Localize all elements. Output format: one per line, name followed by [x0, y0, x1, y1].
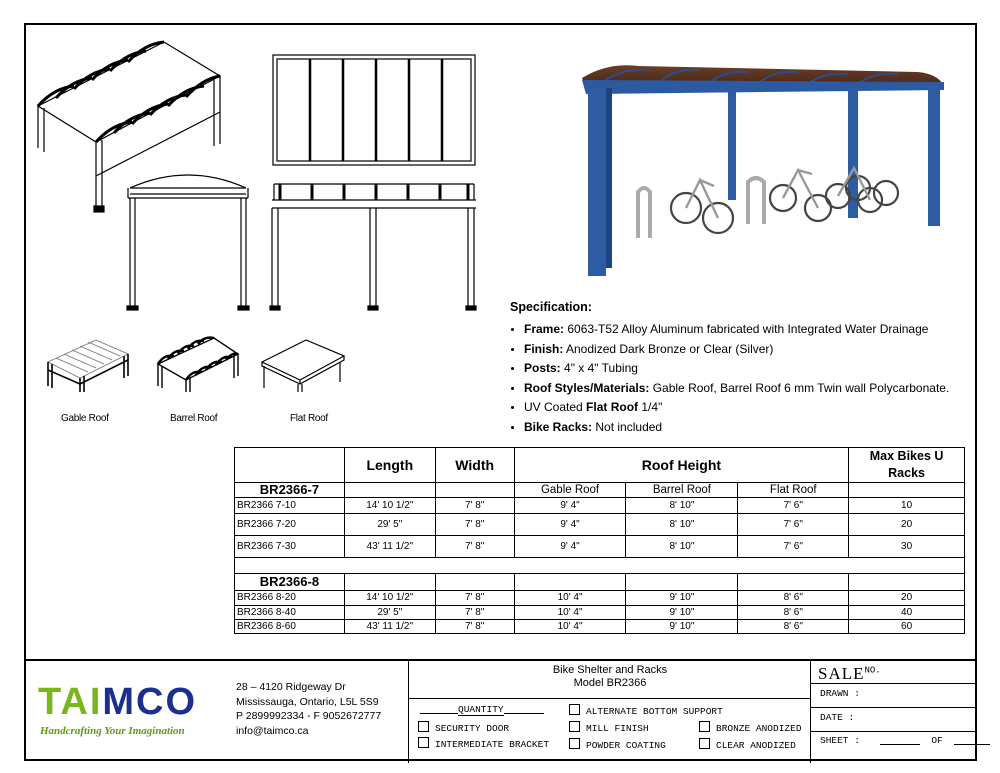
spec-item-roof-styles: • Roof Styles/Materials: Gable Roof, Barrel Roof 6 mm Twin wall Polycarbonate.: [524, 381, 970, 395]
header-width: Width: [435, 448, 514, 483]
cell-length: 14' 10 1/2": [344, 498, 435, 514]
option-clear-anodized[interactable]: [699, 738, 796, 751]
sheet-label: SHEET :: [820, 735, 860, 746]
gable-roof-thumbnail: [44, 334, 132, 394]
address-line: 28 – 4120 Ridgeway Dr: [236, 681, 346, 693]
group-header-row: [235, 574, 965, 591]
spec-item-posts: • Posts: 4" x 4" Tubing: [524, 361, 970, 375]
option-security-door[interactable]: [418, 721, 509, 734]
cell-model: BR2366 7-30: [235, 536, 345, 558]
table-header-row: [235, 448, 965, 483]
title-block-rule: [408, 698, 810, 699]
cell-barrel: 9' 10": [626, 606, 738, 620]
table-row: [235, 591, 965, 606]
header-length: Length: [344, 448, 435, 483]
group-title: BR2366-7: [235, 483, 345, 498]
cell-width: 7' 8": [435, 606, 514, 620]
subheader-flat: Flat Roof: [738, 483, 849, 498]
cell-length: 43' 11 1/2": [344, 536, 435, 558]
gable-roof-caption: Gable Roof: [61, 413, 109, 424]
cell-length: 29' 5": [344, 606, 435, 620]
company-address: [236, 680, 381, 738]
checkbox[interactable]: [418, 721, 429, 732]
cell-gable: 10' 4": [514, 591, 626, 606]
cell-model: BR2366 7-20: [235, 514, 345, 536]
date-field[interactable]: DATE :: [820, 712, 855, 723]
shelter-render-image: [568, 58, 952, 280]
spec-item-bike-racks: • Bike Racks: Not included: [524, 420, 970, 434]
cell-flat: 7' 6": [738, 536, 849, 558]
cell-width: 7' 8": [435, 591, 514, 606]
header-max-bikes: Max Bikes U Racks: [849, 448, 965, 483]
cell-barrel: 9' 10": [626, 620, 738, 634]
title-block-divider: [810, 661, 811, 763]
address-line: Mississauga, Ontario, L5L 5S9: [236, 695, 379, 708]
cell-bikes: 10: [849, 498, 965, 514]
cell-barrel: 8' 10": [626, 498, 738, 514]
cell-model: BR2366 7-10: [235, 498, 345, 514]
barrel-roof-caption: Barrel Roof: [170, 413, 218, 424]
cell-width: 7' 8": [435, 536, 514, 558]
cell-barrel: 8' 10": [626, 536, 738, 558]
checkbox[interactable]: [569, 704, 580, 715]
option-alt-bottom[interactable]: [569, 704, 723, 717]
subheader-gable: Gable Roof: [514, 483, 626, 498]
specification-section: [510, 300, 970, 439]
cell-flat: 8' 6": [738, 591, 849, 606]
front-elevation-drawing: [124, 170, 252, 312]
cell-bikes: 40: [849, 606, 965, 620]
cell-model: BR2366 8-40: [235, 606, 345, 620]
checkbox[interactable]: [699, 738, 710, 749]
table-row: [235, 536, 965, 558]
option-label: POWDER COATING: [586, 740, 666, 751]
drawing-title: [410, 664, 810, 690]
cell-length: 43' 11 1/2": [344, 620, 435, 634]
cell-gable: 9' 4": [514, 498, 626, 514]
option-label: INTERMEDIATE BRACKET: [435, 739, 550, 750]
dimensions-table: [234, 447, 965, 634]
side-elevation-drawing: [268, 178, 480, 312]
cell-width: 7' 8": [435, 498, 514, 514]
cell-gable: 10' 4": [514, 606, 626, 620]
checkbox[interactable]: [569, 738, 580, 749]
spec-item-uv-coated: • UV Coated Flat Roof 1/4": [524, 400, 970, 414]
option-label: CLEAR ANODIZED: [716, 740, 796, 751]
cell-barrel: 9' 10": [626, 591, 738, 606]
company-logo: [38, 681, 197, 724]
option-mill-finish[interactable]: [569, 721, 649, 734]
phone-fax: P 2899992334 - F 9052672777: [236, 710, 382, 722]
cell-bikes: 20: [849, 591, 965, 606]
option-label: MILL FINISH: [586, 723, 649, 734]
cell-bikes: 20: [849, 514, 965, 536]
table-row: [235, 606, 965, 620]
option-intermediate-bracket[interactable]: [418, 737, 549, 750]
cell-bikes: 60: [849, 620, 965, 634]
logo-text: TAIMCO: [38, 681, 198, 723]
cell-bikes: 30: [849, 536, 965, 558]
checkbox[interactable]: [569, 721, 580, 732]
option-label: ALTERNATE BOTTOM SUPPORT: [586, 706, 723, 717]
title-block-divider: [408, 661, 409, 763]
cell-flat: 8' 6": [738, 620, 849, 634]
cell-length: 29' 5": [344, 514, 435, 536]
cell-flat: 7' 6": [738, 498, 849, 514]
cell-gable: 9' 4": [514, 536, 626, 558]
flat-roof-thumbnail: [260, 338, 346, 394]
barrel-roof-thumbnail: [154, 334, 240, 394]
cell-barrel: 8' 10": [626, 514, 738, 536]
of-label: OF: [931, 735, 943, 746]
specification-heading: Specification:: [510, 300, 592, 314]
email: info@taimco.ca: [236, 724, 309, 737]
table-row: [235, 514, 965, 536]
header-roof-height: Roof Height: [514, 448, 849, 483]
title-line-1: Bike Shelter and Racks: [552, 664, 668, 676]
spec-item-finish: • Finish: Anodized Dark Bronze or Clear (Silver): [524, 342, 970, 356]
table-row: [235, 620, 965, 634]
cell-width: 7' 8": [435, 620, 514, 634]
quantity-label: QUANTITY: [458, 704, 504, 715]
drawn-by-field[interactable]: DRAWN :: [820, 688, 860, 699]
title-line-2: Model BR2366: [573, 677, 647, 689]
cell-gable: 9' 4": [514, 514, 626, 536]
cell-gable: 10' 4": [514, 620, 626, 634]
spec-item-frame: • Frame: 6063-T52 Alloy Aluminum fabricated with Integrated Water Drainage: [524, 322, 970, 336]
checkbox[interactable]: [699, 721, 710, 732]
cell-flat: 7' 6": [738, 514, 849, 536]
specification-list: [510, 322, 970, 434]
option-powder-coating[interactable]: [569, 738, 666, 751]
quantity-field[interactable]: [420, 704, 544, 715]
table-spacer-row: [235, 558, 965, 574]
checkbox[interactable]: [418, 737, 429, 748]
title-block-rule: [810, 731, 977, 732]
cell-model: BR2366 8-20: [235, 591, 345, 606]
cell-length: 14' 10 1/2": [344, 591, 435, 606]
sheet-field[interactable]: [820, 735, 990, 746]
subheader-barrel: Barrel Roof: [626, 483, 738, 498]
plan-view-drawing: [272, 54, 476, 166]
option-label: SECURITY DOOR: [435, 723, 510, 734]
cell-model: BR2366 8-60: [235, 620, 345, 634]
option-bronze-anodized[interactable]: [699, 721, 802, 734]
flat-roof-caption: Flat Roof: [290, 413, 328, 424]
title-block-rule: [810, 707, 977, 708]
option-label: BRONZE ANODIZED: [716, 723, 802, 734]
company-tagline: Handcrafting Your Imagination: [40, 725, 185, 737]
cell-width: 7' 8": [435, 514, 514, 536]
table-row: [235, 498, 965, 514]
sale-number-label: $SALE^{NO.}$: [818, 664, 881, 683]
cell-flat: 8' 6": [738, 606, 849, 620]
group-title: BR2366-8: [235, 574, 345, 591]
group-header-row: [235, 483, 965, 498]
